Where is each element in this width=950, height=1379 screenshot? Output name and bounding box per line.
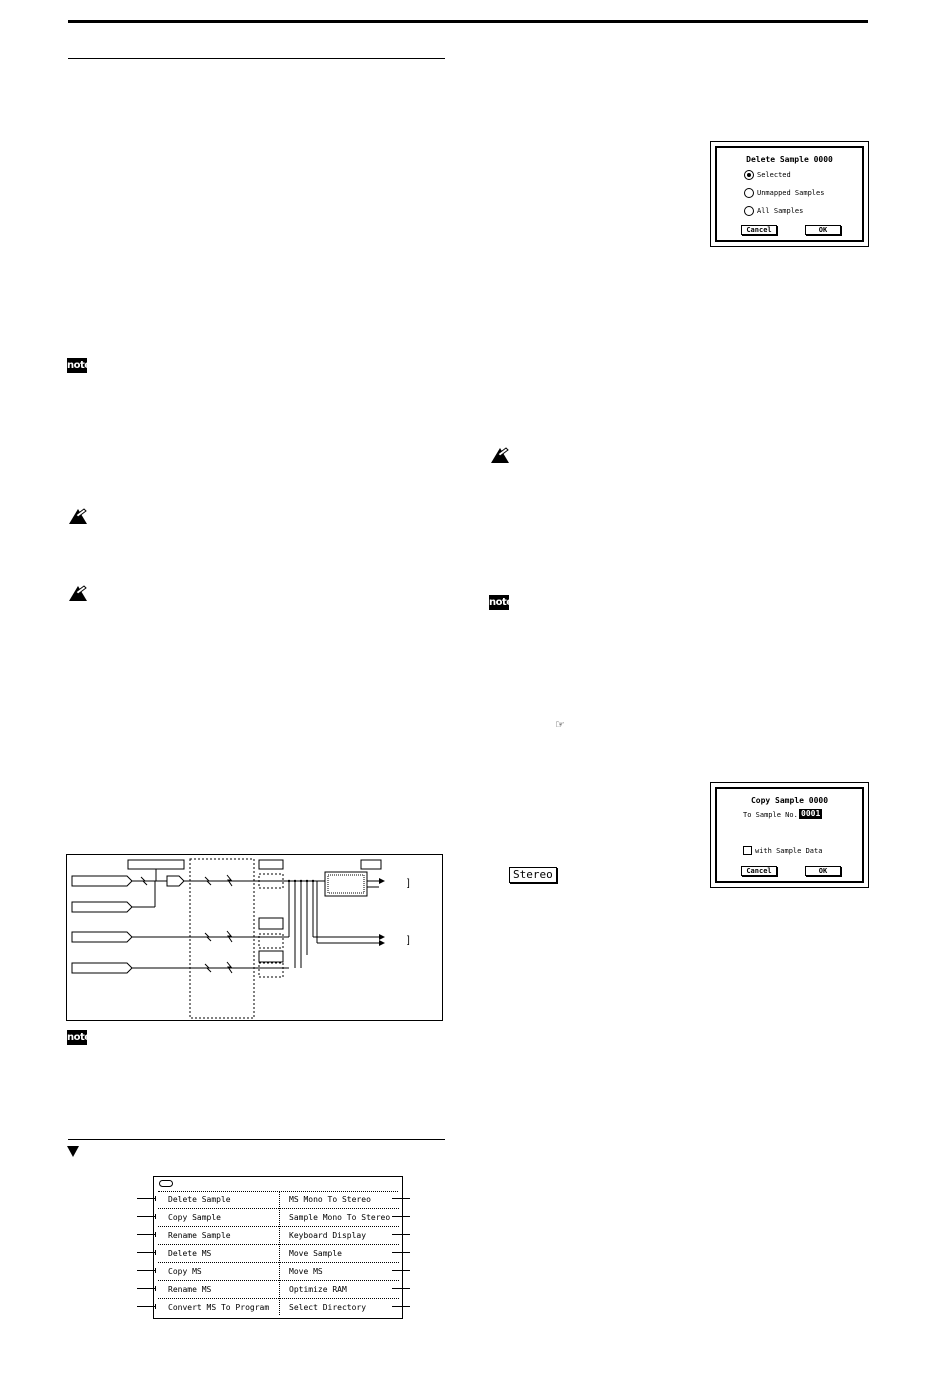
warning-icon (489, 445, 511, 465)
ok-button[interactable]: OK (805, 866, 841, 876)
menu-item-copy-sample[interactable]: Copy Sample (158, 1209, 279, 1227)
menu-item-delete-sample[interactable]: Delete Sample (158, 1191, 279, 1209)
warning-icon (67, 583, 89, 603)
menu-item-optimize-ram[interactable]: Optimize RAM (279, 1281, 399, 1299)
cancel-button[interactable]: Cancel (741, 225, 777, 235)
menu-item-move-ms[interactable]: Move MS (279, 1263, 399, 1281)
warning-icon (67, 506, 89, 526)
note-icon: note (67, 360, 91, 371)
to-sample-field[interactable]: 0001 (801, 809, 821, 818)
menu-oval-icon (159, 1180, 173, 1187)
signal-flow-diagram (66, 854, 443, 1021)
menu-item-ms-mono-to-stereo[interactable]: MS Mono To Stereo (279, 1191, 399, 1209)
stereo-indicator: Stereo (509, 867, 557, 883)
delete-sample-dialog (710, 141, 869, 247)
menu-item-sample-mono-to-stereo[interactable]: Sample Mono To Stereo (279, 1209, 399, 1227)
menu-item-rename-sample[interactable]: Rename Sample (158, 1227, 279, 1245)
menu-section-rule (68, 1139, 445, 1140)
note-icon: note (67, 1032, 91, 1043)
with-sample-data-label: with Sample Data (755, 847, 823, 855)
menu-item-convert-ms-to-program[interactable]: Convert MS To Program (168, 1303, 270, 1312)
menu-item-copy-ms[interactable]: Copy MS (158, 1263, 279, 1281)
with-sample-data-checkbox[interactable] (743, 846, 752, 855)
option-label: Selected (757, 171, 791, 179)
to-sample-label: To Sample No. (743, 811, 798, 819)
radio-all-samples[interactable] (744, 206, 754, 216)
ok-button[interactable]: OK (805, 225, 841, 235)
menu-item-rename-ms[interactable]: Rename MS (158, 1281, 279, 1299)
output-bracket: ] (407, 935, 410, 946)
note-icon: note (489, 597, 513, 608)
radio-unmapped-samples[interactable] (744, 188, 754, 198)
menu-column-right (279, 1191, 399, 1315)
menu-item-move-sample[interactable]: Move Sample (279, 1245, 399, 1263)
output-bracket: ] (407, 878, 410, 889)
cancel-button[interactable]: Cancel (741, 866, 777, 876)
section-rule (68, 58, 445, 59)
triangle-down-icon (67, 1146, 79, 1157)
copy-sample-dialog (710, 782, 869, 888)
menu-item-keyboard-display[interactable]: Keyboard Display (279, 1227, 399, 1245)
pointing-hand-icon: ☞ (555, 719, 565, 731)
diagram-graphic (67, 855, 442, 1020)
option-label: Unmapped Samples (757, 189, 825, 197)
menu-column-left (158, 1191, 280, 1315)
page-top-rule (68, 20, 868, 23)
dialog-title: Copy Sample 0000 (750, 796, 829, 805)
radio-selected[interactable] (744, 170, 754, 180)
dialog-title: Delete Sample 0000 (746, 155, 833, 164)
option-label: All Samples (757, 207, 804, 215)
menu-item-delete-ms[interactable]: Delete MS (158, 1245, 279, 1263)
page-menu (153, 1176, 403, 1319)
menu-item-select-directory[interactable]: Select Directory (289, 1303, 367, 1312)
